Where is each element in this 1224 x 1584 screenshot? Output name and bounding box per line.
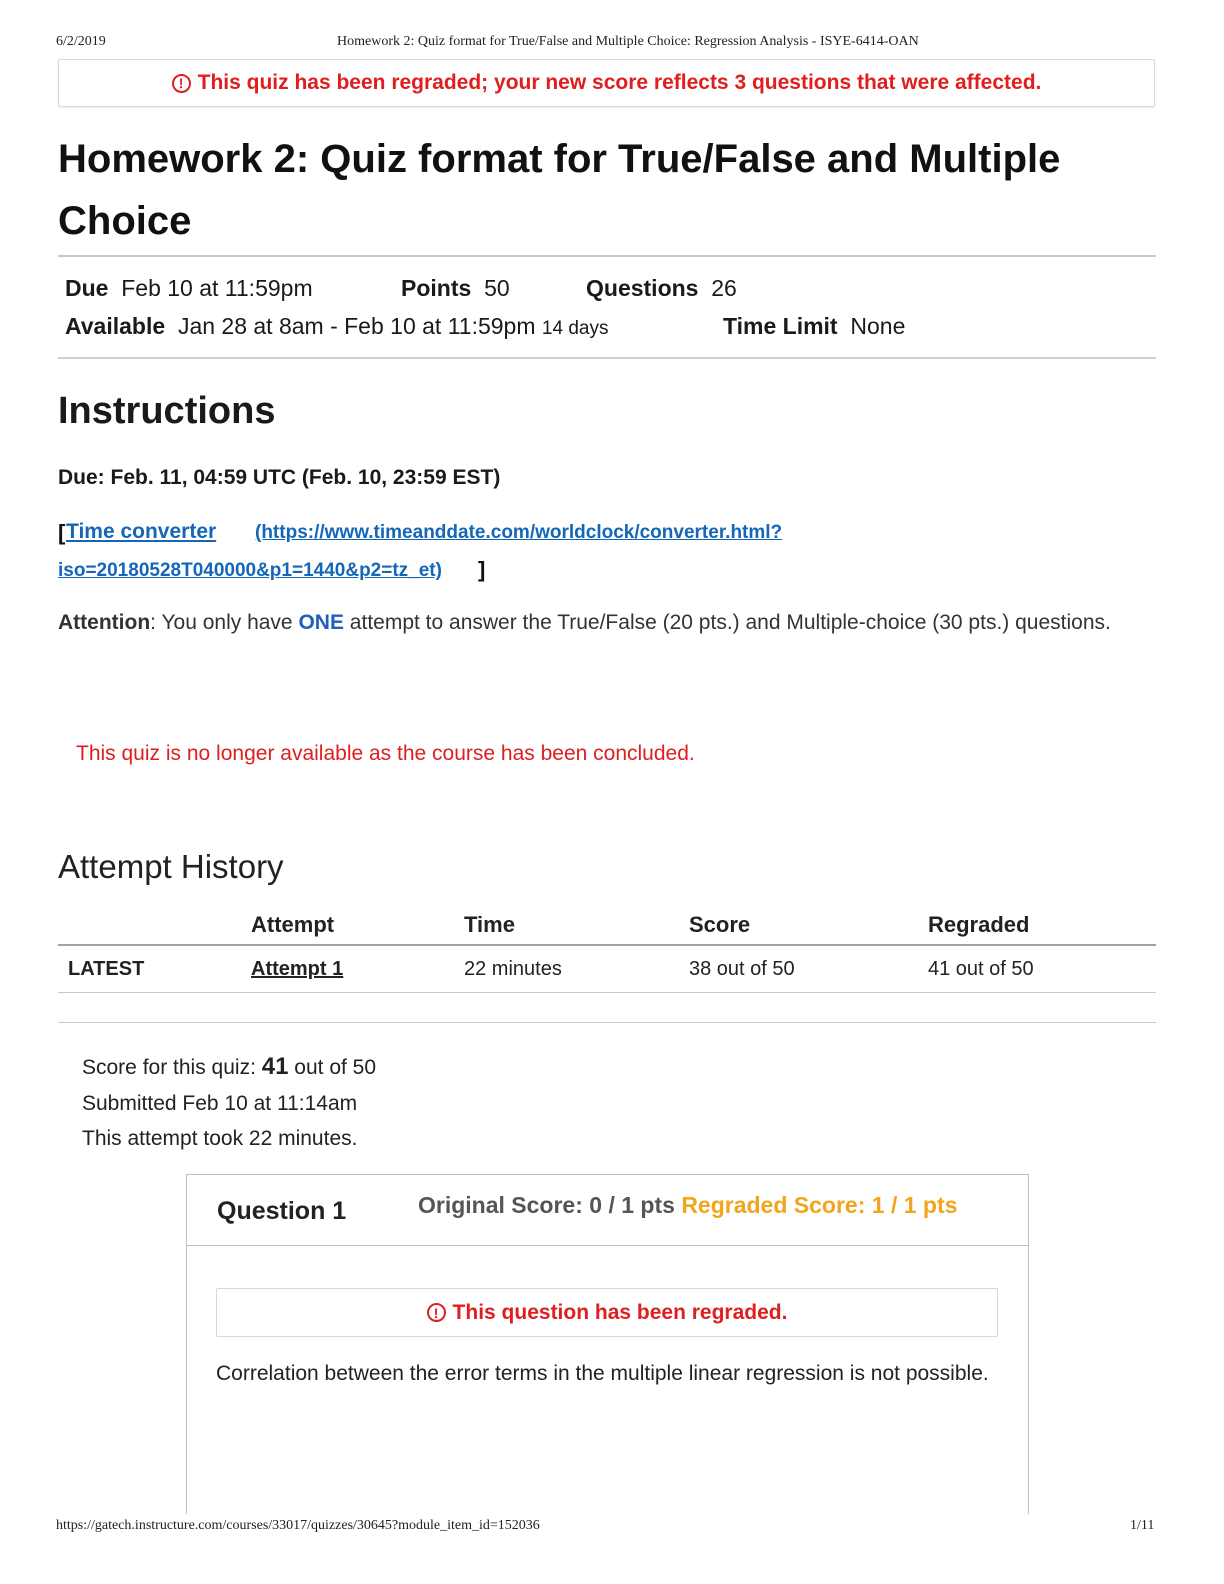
col-regraded: Regraded (928, 912, 1030, 937)
attempt-history-heading: Attempt History (58, 848, 284, 885)
submitted-line: Submitted Feb 10 at 11:14am (82, 1092, 358, 1115)
attention-one: ONE (298, 611, 344, 634)
section-divider (58, 1022, 1156, 1023)
question-regraded-notice (216, 1288, 998, 1337)
instructions-due-line: Due: Feb. 11, 04:59 UTC (Feb. 10, 23:59 EST) (58, 466, 501, 489)
duration-line: This attempt took 22 minutes. (82, 1127, 358, 1150)
time-converter-url-line2[interactable]: iso=20180528T040000&p1=1440&p2=tz_et) (58, 560, 442, 581)
print-url: https://gatech.instructure.com/courses/33017/quizzes/30645?module_item_id=152036 (56, 1518, 540, 1533)
question-regraded-text: This question has been regraded. (452, 1300, 788, 1324)
question-1-text: Correlation between the error terms in the multiple linear regression is not possible. (216, 1362, 989, 1385)
available-label: Available (65, 313, 166, 339)
question-1-title: Question 1 (217, 1197, 347, 1225)
warning-icon: ! (172, 74, 191, 93)
questions-value: 26 (711, 275, 737, 301)
print-date: 6/2/2019 (56, 34, 106, 49)
warning-icon: ! (427, 1303, 446, 1322)
meta-divider (58, 357, 1156, 359)
title-divider (58, 255, 1156, 257)
link-bracket-close: ] (478, 557, 486, 582)
col-attempt: Attempt (251, 912, 335, 937)
questions-meta (586, 275, 737, 302)
regrade-banner-text: This quiz has been regraded; your new score reflects 3 questions that were affected. (197, 71, 1042, 94)
available-days: 14 days (541, 318, 609, 339)
attempt-1-link[interactable]: Attempt 1 (251, 958, 344, 980)
link-bracket-open: [ (58, 520, 66, 545)
time-limit-meta (723, 313, 905, 340)
question-1-scores (418, 1192, 957, 1219)
regraded-score: Regraded Score: 1 / 1 pts (681, 1192, 958, 1218)
time-converter-link[interactable]: Time converter (66, 520, 217, 543)
table-row-divider (58, 992, 1156, 993)
due-label: Due (65, 275, 109, 301)
attention-paragraph (58, 605, 1148, 641)
instructions-heading: Instructions (58, 390, 276, 432)
score-total: out of 50 (288, 1056, 377, 1079)
regrade-banner (58, 59, 1155, 107)
attention-post: attempt to answer the True/False (20 pts.) and Multiple-choice (30 pts.) questions. (343, 611, 1111, 634)
due-value: Feb 10 at 11:59pm (121, 275, 313, 301)
questions-label: Questions (586, 275, 699, 301)
available-value: Jan 28 at 8am - Feb 10 at 11:59pm (177, 313, 536, 339)
points-value: 50 (484, 275, 510, 301)
page-title: Homework 2: Quiz format for True/False and Multiple Choice (58, 137, 1061, 243)
col-time: Time (464, 912, 515, 937)
score-line (82, 1053, 376, 1081)
print-title: Homework 2: Quiz format for True/False and Multiple Choice: Regression Analysis - ISYE-6414-OAN (337, 34, 919, 49)
points-meta (401, 275, 510, 302)
time-converter-url-line1[interactable]: (https://www.timeanddate.com/worldclock/converter.html? (255, 522, 783, 543)
original-score: Original Score: 0 / 1 pts (418, 1192, 675, 1218)
concluded-notice: This quiz is no longer available as the course has been concluded. (76, 742, 695, 765)
score-value: 41 (261, 1053, 289, 1080)
available-meta (65, 313, 608, 340)
points-label: Points (401, 275, 472, 301)
time-limit-label: Time Limit (723, 313, 838, 339)
row-latest-label: LATEST (68, 958, 145, 980)
row-regraded: 41 out of 50 (928, 958, 1034, 980)
print-page-number: 1/11 (1130, 1518, 1155, 1533)
score-label: Score for this quiz: (82, 1056, 262, 1079)
attention-label: Attention (58, 611, 151, 634)
table-header-divider (58, 944, 1156, 946)
attention-pre: : You only have (150, 611, 299, 634)
col-score: Score (689, 912, 751, 937)
row-score: 38 out of 50 (689, 958, 795, 980)
row-time: 22 minutes (464, 958, 562, 980)
time-limit-value: None (850, 313, 906, 339)
due-meta (65, 275, 313, 302)
